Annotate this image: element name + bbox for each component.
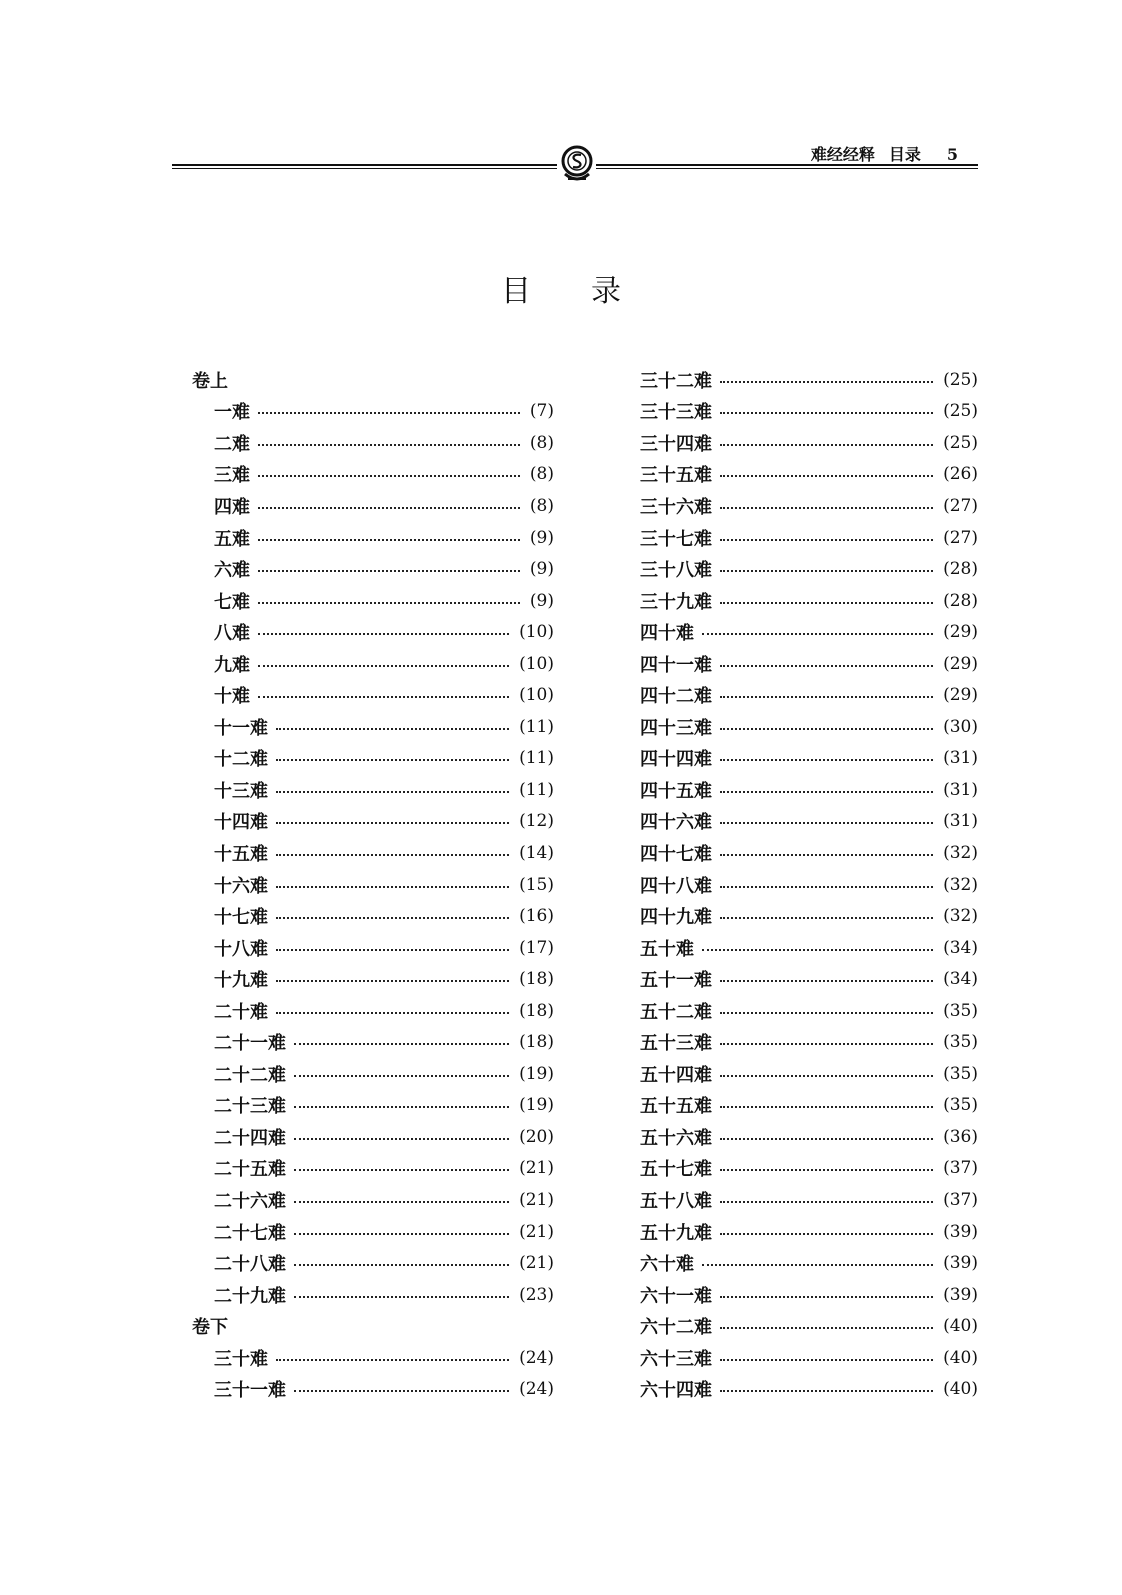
dot-leader [720,1075,933,1077]
toc-entry-page: (24) [519,1347,554,1368]
toc-entry-page: (37) [943,1189,978,1210]
dot-leader [720,980,933,982]
toc-right-column [640,364,978,1405]
dot-leader [720,539,933,541]
toc-entry-page: (32) [943,906,978,927]
toc-entry-label: 四十八难 [640,875,712,897]
toc-entry-label: 六十一难 [640,1285,712,1307]
toc-entry-page: (9) [529,527,554,548]
toc-entry-label: 二十难 [214,1001,268,1023]
toc-entry-page: (25) [943,369,978,390]
toc-entry-page: (31) [943,748,978,769]
toc-entry-page: (31) [943,811,978,832]
dot-leader [258,696,509,698]
toc-entry [640,711,978,743]
toc-entry-label: 三难 [214,465,250,487]
toc-entry-label: 五难 [214,528,250,550]
dot-leader [276,791,509,793]
dot-leader [276,854,509,856]
toc-entry-label: 二十八难 [214,1254,286,1276]
toc-entry-page: (21) [519,1253,554,1274]
toc-entry-page: (35) [943,1032,978,1053]
toc-entry [192,869,554,901]
header-rule-left [172,164,557,166]
toc-entry-page: (29) [943,685,978,706]
dot-leader [258,602,520,604]
dot-leader [258,475,520,477]
dot-leader [258,570,520,572]
page-number: 5 [946,145,958,164]
dot-leader [258,633,509,635]
toc-entry-label: 五十六难 [640,1127,712,1149]
toc-entry [192,1342,554,1374]
toc-entry-page: (11) [519,779,554,800]
toc-entry-page: (10) [519,622,554,643]
toc-entry-label: 十四难 [214,812,268,834]
toc-entry [640,1247,978,1279]
toc-entry-label: 二十二难 [214,1064,286,1086]
toc-entry-page: (9) [529,559,554,580]
toc-entry-page: (20) [519,1126,554,1147]
toc-entry [192,616,554,648]
toc-entry-page: (18) [519,1000,554,1021]
toc-entry-page: (40) [943,1379,978,1400]
toc-entry [192,1090,554,1122]
toc-entry-label: 五十难 [640,938,694,960]
toc-entry-label: 三十一难 [214,1380,286,1402]
dot-leader [720,886,933,888]
toc-entry-page: (36) [943,1126,978,1147]
toc-entry-label: 十六难 [214,875,268,897]
toc-entry-page: (32) [943,874,978,895]
toc-entry [192,553,554,585]
toc-entry-page: (14) [519,842,554,863]
dot-leader [720,444,933,446]
toc-entry-page: (11) [519,748,554,769]
dot-leader [276,1012,509,1014]
toc-entry [640,837,978,869]
toc-entry-page: (34) [943,937,978,958]
toc-entry-page: (27) [943,527,978,548]
toc-entry-label: 四十六难 [640,812,712,834]
toc-entry-page: (8) [529,464,554,485]
dot-leader [294,1106,509,1108]
toc-entry-label: 十一难 [214,717,268,739]
toc-entry-label: 十七难 [214,907,268,929]
toc-entry-label: 十五难 [214,843,268,865]
toc-entry-label: 四十九难 [640,907,712,929]
toc-entry-label: 十八难 [214,938,268,960]
toc-entry-page: (8) [529,432,554,453]
toc-entry [192,679,554,711]
toc-entry [192,585,554,617]
toc-entry-label: 三十二难 [640,370,712,392]
toc-entry-label: 三十难 [214,1348,268,1370]
page-title: 目录 [501,274,681,309]
toc-entry-label: 六十二难 [640,1317,712,1339]
dot-leader [276,917,509,919]
dot-leader [720,1043,933,1045]
toc-entry [192,932,554,964]
header-section: 目录 [888,145,921,164]
toc-entry [640,648,978,680]
toc-entry [192,1279,554,1311]
dot-leader [720,570,933,572]
toc-entry [640,679,978,711]
toc-entry-page: (40) [943,1316,978,1337]
toc-entry-label: 五十一难 [640,970,712,992]
dot-leader [258,444,520,446]
toc-entry [640,490,978,522]
toc-entry-page: (29) [943,653,978,674]
toc-entry-label: 四十七难 [640,843,712,865]
toc-entry-page: (28) [943,559,978,580]
toc-entry [192,1026,554,1058]
toc-entry-label: 八难 [214,623,250,645]
toc-entry-label: 二十九难 [214,1285,286,1307]
toc-entry-label: 十二难 [214,749,268,771]
toc-entry-label: 二十六难 [214,1190,286,1212]
toc-entry-page: (10) [519,685,554,706]
toc-entry-label: 五十二难 [640,1001,712,1023]
toc-entry-page: (19) [519,1063,554,1084]
dot-leader [720,507,933,509]
toc-entry-page: (29) [943,622,978,643]
dot-leader [720,665,933,667]
toc-entry-page: (40) [943,1347,978,1368]
dot-leader [294,1138,509,1140]
toc-entry-page: (19) [519,1095,554,1116]
toc-entry [192,900,554,932]
toc-entry [640,616,978,648]
dot-leader [276,822,509,824]
toc-entry [640,522,978,554]
toc-entry-page: (21) [519,1221,554,1242]
toc-entry [640,869,978,901]
toc-section-heading: 卷下 [192,1317,228,1339]
toc-entry [640,1058,978,1090]
toc-entry [640,1121,978,1153]
toc-entry-page: (37) [943,1158,978,1179]
toc-entry [192,1374,554,1406]
dot-leader [720,728,933,730]
dot-leader [258,507,520,509]
dot-leader [720,854,933,856]
toc-entry-label: 四十五难 [640,780,712,802]
toc-entry-label: 二十三难 [214,1096,286,1118]
toc-entry [640,774,978,806]
toc-entry [192,1121,554,1153]
dot-leader [720,1233,933,1235]
toc-entry [192,1216,554,1248]
toc-entry-label: 三十七难 [640,528,712,550]
toc-entry-label: 六十难 [640,1254,694,1276]
toc-entry-label: 三十八难 [640,560,712,582]
toc-entry [640,459,978,491]
toc-entry-page: (30) [943,716,978,737]
toc-entry [640,900,978,932]
toc-entry-label: 四十难 [640,623,694,645]
toc-entry-label: 五十八难 [640,1190,712,1212]
dot-leader [276,886,509,888]
dot-leader [720,475,933,477]
dot-leader [276,980,509,982]
toc-entry-label: 九难 [214,654,250,676]
toc-entry-page: (34) [943,969,978,990]
toc-entry-label: 五十七难 [640,1159,712,1181]
dot-leader [720,1359,933,1361]
toc-entry-label: 十三难 [214,780,268,802]
toc-entry-label: 三十四难 [640,433,712,455]
dot-leader [258,412,520,414]
toc-entry [640,1374,978,1406]
dot-leader [720,381,933,383]
toc-entry-label: 六十三难 [640,1348,712,1370]
toc-entry-page: (18) [519,969,554,990]
toc-entry-label: 六难 [214,560,250,582]
toc-entry-page: (11) [519,716,554,737]
toc-entry-label: 五十四难 [640,1064,712,1086]
toc-entry [192,963,554,995]
dot-leader [720,1390,933,1392]
toc-entry [192,995,554,1027]
dot-leader [720,1327,933,1329]
toc-entry [640,1090,978,1122]
dot-leader [702,1264,933,1266]
toc-entry-label: 四难 [214,496,250,518]
dot-leader [720,1201,933,1203]
dot-leader [294,1390,509,1392]
toc-entry-label: 五十三难 [640,1033,712,1055]
toc-entry [192,427,554,459]
book-title: 难经经释 [810,145,875,164]
toc-entry-page: (17) [519,937,554,958]
toc-entry-page: (39) [943,1221,978,1242]
toc-entry [640,585,978,617]
toc-entry [192,774,554,806]
dot-leader [720,822,933,824]
toc-entry-label: 四十一难 [640,654,712,676]
toc-entry-page: (9) [529,590,554,611]
dot-leader [720,1169,933,1171]
toc-entry-page: (27) [943,495,978,516]
toc-entry-label: 三十六难 [640,496,712,518]
dot-leader [720,791,933,793]
toc-entry-page: (31) [943,779,978,800]
toc-entry-label: 四十四难 [640,749,712,771]
toc-entry-label: 五十五难 [640,1096,712,1118]
publisher-logo-icon [560,144,594,184]
dot-leader [720,1106,933,1108]
toc-entry-label: 七难 [214,591,250,613]
toc-entry-page: (26) [943,464,978,485]
toc-entry [640,1310,978,1342]
dot-leader [720,1138,933,1140]
toc-entry-page: (15) [519,874,554,895]
toc-entry-label: 四十二难 [640,686,712,708]
toc-entry-label: 二十四难 [214,1127,286,1149]
dot-leader [702,633,933,635]
toc-entry [192,459,554,491]
dot-leader [276,949,509,951]
toc-entry [640,806,978,838]
toc-entry-label: 一难 [214,402,250,424]
toc-entry-label: 三十九难 [640,591,712,613]
toc-entry [192,1184,554,1216]
toc-entry-page: (8) [529,495,554,516]
toc-entry-page: (7) [529,401,554,422]
toc-entry-label: 五十九难 [640,1222,712,1244]
toc-entry-page: (28) [943,590,978,611]
toc-entry [640,743,978,775]
dot-leader [294,1075,509,1077]
toc-entry-page: (39) [943,1253,978,1274]
toc-entry-page: (35) [943,1095,978,1116]
dot-leader [294,1233,509,1235]
dot-leader [294,1043,509,1045]
toc-entry-page: (39) [943,1284,978,1305]
toc-entry-page: (24) [519,1379,554,1400]
toc-entry [640,1216,978,1248]
dot-leader [702,949,933,951]
toc-entry [192,396,554,428]
toc-entry-page: (35) [943,1000,978,1021]
toc-entry [192,711,554,743]
toc-entry-label: 二十五难 [214,1159,286,1181]
running-header [172,140,978,184]
toc-entry-label: 三十三难 [640,402,712,424]
toc-entry [640,932,978,964]
toc-entry-label: 二难 [214,433,250,455]
toc-entry [192,522,554,554]
toc-entry [640,1184,978,1216]
toc-entry-label: 三十五难 [640,465,712,487]
toc-entry-label: 六十四难 [640,1380,712,1402]
toc-entry-page: (23) [519,1284,554,1305]
toc-entry-page: (21) [519,1189,554,1210]
toc-entry-page: (16) [519,906,554,927]
toc-entry-page: (18) [519,1032,554,1053]
dot-leader [720,696,933,698]
toc-section-heading: 卷上 [192,370,228,392]
toc-left-column [192,364,554,1405]
toc-entry [192,648,554,680]
toc-entry-label: 二十七难 [214,1222,286,1244]
dot-leader [720,1296,933,1298]
toc-entry-label: 十难 [214,686,250,708]
dot-leader [276,728,509,730]
toc-entry [192,806,554,838]
toc-entry [640,1342,978,1374]
toc-entry-label: 二十一难 [214,1033,286,1055]
toc-entry [192,1153,554,1185]
toc-entry-page: (21) [519,1158,554,1179]
toc-entry-page: (10) [519,653,554,674]
toc-entry-page: (12) [519,811,554,832]
dot-leader [258,665,509,667]
toc-entry [192,743,554,775]
dot-leader [258,539,520,541]
dot-leader [720,602,933,604]
toc-entry [640,1153,978,1185]
dot-leader [720,1012,933,1014]
dot-leader [720,917,933,919]
toc-entry [192,837,554,869]
running-title [811,142,958,165]
toc-entry [640,1026,978,1058]
toc-entry [640,963,978,995]
toc-entry-page: (32) [943,842,978,863]
toc-entry [640,995,978,1027]
toc-entry [640,553,978,585]
dot-leader [720,759,933,761]
dot-leader [276,759,509,761]
dot-leader [294,1169,509,1171]
toc-entry-label: 四十三难 [640,717,712,739]
dot-leader [720,412,933,414]
toc-entry [192,490,554,522]
dot-leader [294,1296,509,1298]
toc-entry [640,364,978,396]
toc-entry-page: (25) [943,401,978,422]
toc-entry [192,1058,554,1090]
toc-entry [192,1247,554,1279]
toc-entry [640,1279,978,1311]
dot-leader [294,1201,509,1203]
toc-entry [640,427,978,459]
toc-entry-page: (35) [943,1063,978,1084]
toc-entry-page: (25) [943,432,978,453]
toc-entry [640,396,978,428]
dot-leader [294,1264,509,1266]
dot-leader [276,1359,509,1361]
toc-entry-label: 十九难 [214,970,268,992]
